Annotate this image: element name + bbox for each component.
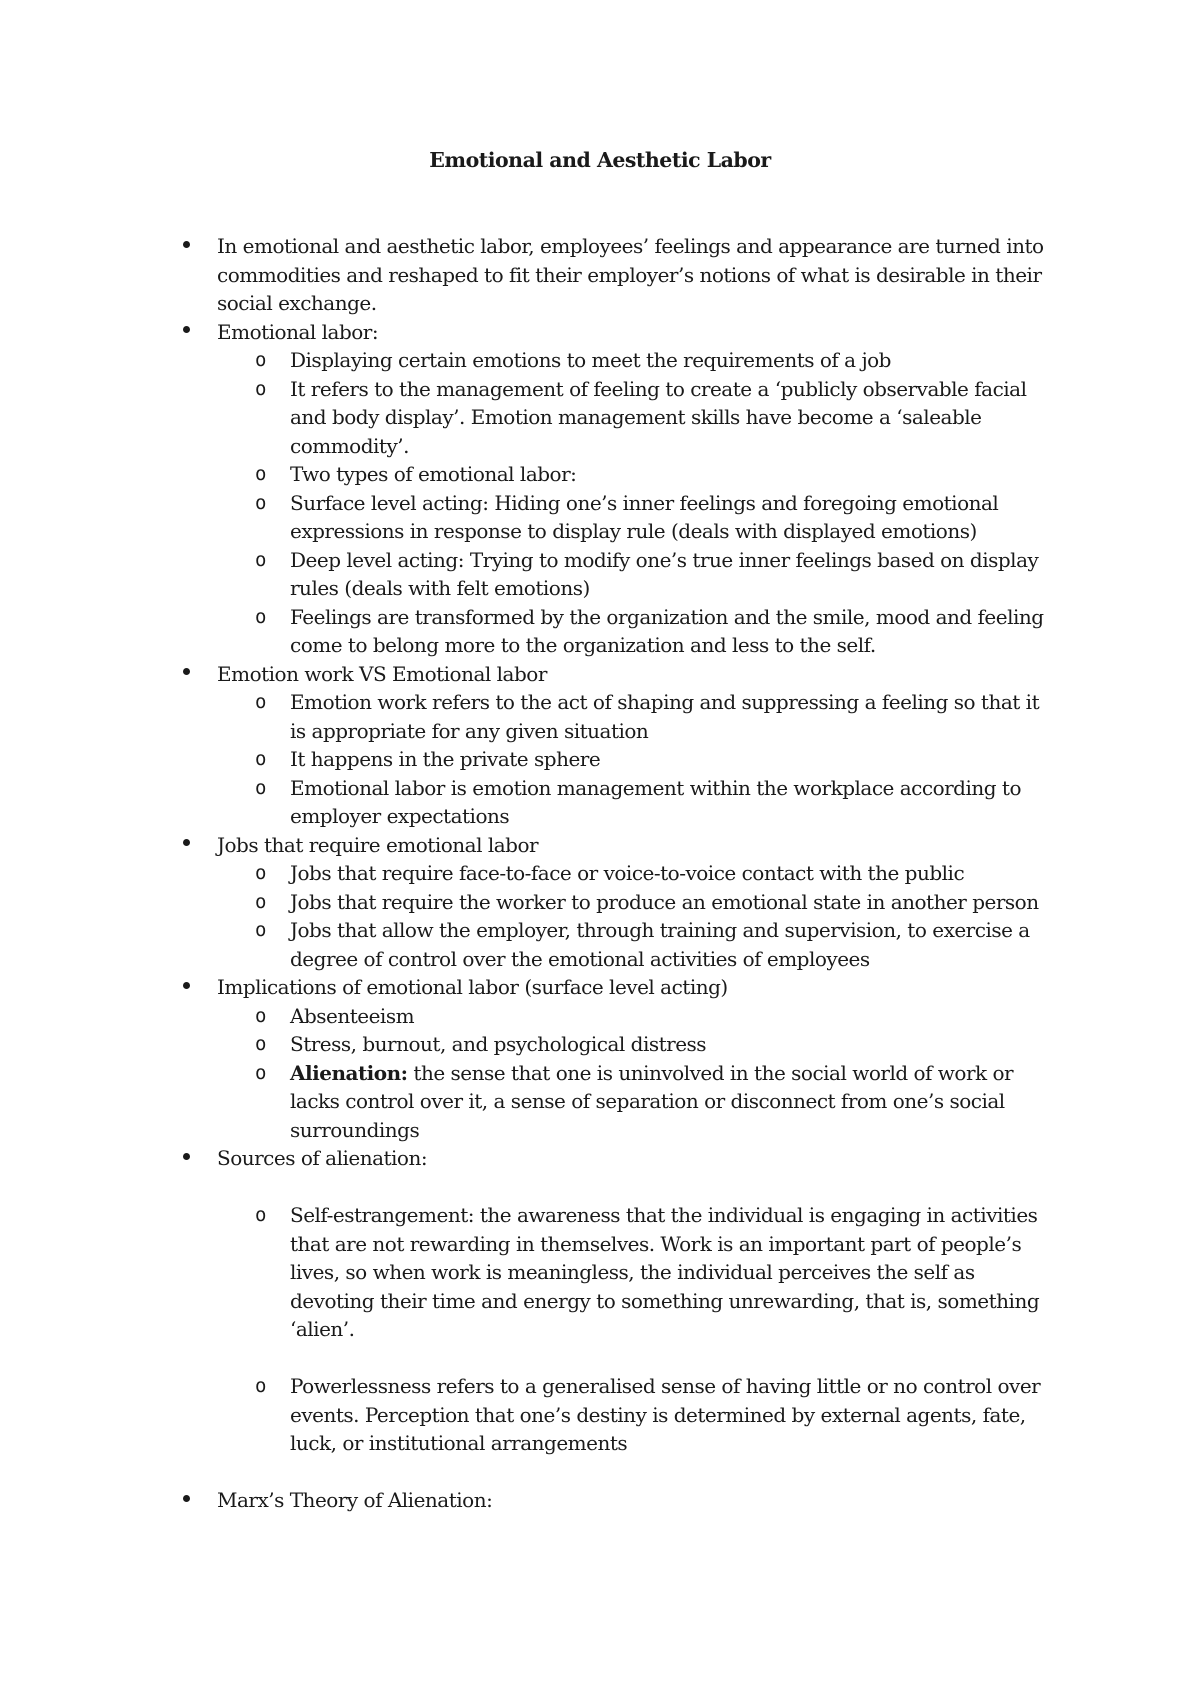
sub-list-item-text: Emotional labor is emotion management within the workplace according to employer expectations	[290, 775, 1021, 828]
bullet-list	[0, 232, 1200, 1515]
list-item	[0, 831, 1047, 860]
blank-line	[0, 1344, 1200, 1373]
sub-list-item-text: Absenteeism	[290, 1003, 415, 1028]
circle-bullet-icon: o	[255, 691, 266, 713]
sub-list-item-text: Feelings are transformed by the organization and the smile, mood and feeling come to belong more to the organization and less to the self.	[290, 604, 1044, 657]
sub-list-item	[0, 1002, 1052, 1031]
circle-bullet-icon: o	[255, 1004, 266, 1027]
sub-list-item	[0, 859, 1052, 888]
circle-bullet-icon: o	[255, 463, 266, 485]
sub-list-item-text: Deep level acting: Trying to modify one’s true inner feelings based on display rules (deals with felt emotions)	[290, 547, 1039, 600]
bullet-icon	[183, 1153, 190, 1160]
bullet-icon	[183, 668, 190, 675]
list-item-text: Sources of alienation:	[217, 1146, 428, 1170]
sub-list-item-text: Emotion work refers to the act of shaping and suppressing a feeling so that it is appropriate for any given situation	[290, 690, 1040, 743]
sub-list-item-text: It refers to the management of feeling to create a ‘publicly observable facial and body display’. Emotion management skills have become a ‘saleable commodity’.	[290, 376, 1027, 458]
blank-line	[0, 1173, 1200, 1202]
circle-bullet-icon: o	[255, 605, 266, 628]
circle-bullet-icon: o	[255, 748, 266, 770]
circle-bullet-icon: o	[255, 890, 266, 913]
list-item-text: Emotional labor:	[217, 319, 379, 344]
sub-list-item-text: Displaying certain emotions to meet the requirements of a job	[290, 348, 891, 372]
sub-list-item-text: Stress, burnout, and psychological distress	[290, 1032, 707, 1056]
list-item	[0, 318, 1047, 347]
sub-list-item	[0, 546, 1052, 603]
list-item	[0, 232, 1047, 318]
list-item-text: Jobs that require emotional labor	[217, 832, 539, 857]
sub-list-item-text: Surface level acting: Hiding one’s inner feelings and foregoing emotional expressions in response to display rule (deals with displayed emotions)	[290, 490, 999, 543]
circle-bullet-icon: o	[255, 1061, 266, 1084]
bullet-icon	[183, 982, 190, 989]
sub-list-item	[0, 916, 1052, 973]
alienation-term: Alienation:	[290, 1060, 408, 1085]
circle-bullet-icon: o	[255, 1033, 266, 1055]
list-item-text: Emotion work VS Emotional labor	[217, 661, 547, 686]
blank-line	[0, 1458, 1200, 1487]
circle-bullet-icon: o	[255, 1375, 266, 1397]
list-item	[0, 973, 1047, 1002]
alienation-definition: the sense that one is uninvolved in the social world of work or lacks control over it, a sense of separation or disconnect from one’s social surroundings	[290, 1060, 1014, 1142]
list-item	[0, 1144, 1047, 1173]
circle-bullet-icon: o	[255, 377, 266, 400]
sub-list-item	[0, 375, 1052, 461]
bullet-icon	[183, 839, 190, 846]
sub-list-item-text: Jobs that require the worker to produce an emotional state in another person	[290, 889, 1039, 914]
circle-bullet-icon: o	[255, 1204, 266, 1226]
bullet-icon	[183, 1495, 190, 1502]
sub-list-item-text: Powerlessness refers to a generalised sense of having little or no control over events. Perception that one’s destiny is determined by external agents, fate, luck, or institutional arrangements	[290, 1374, 1041, 1455]
sub-list-item	[0, 1059, 1052, 1145]
circle-bullet-icon: o	[255, 548, 266, 571]
list-item-text: Marx’s Theory of Alienation:	[217, 1488, 493, 1512]
sub-list-item	[0, 1030, 1052, 1059]
sub-list-item-text: Self-estrangement: the awareness that the individual is engaging in activities that are not rewarding in themselves. Work is an important part of people’s lives, so when work is meaningless, the individual perceives the self as devoting their time and energy to something unrewarding, that is, something ‘alien’.	[290, 1203, 1040, 1341]
circle-bullet-icon: o	[255, 776, 266, 799]
sub-list-item-text: Jobs that require face-to-face or voice-to-voice contact with the public	[290, 861, 965, 885]
list-item-text: Implications of emotional labor (surface level acting)	[217, 975, 728, 999]
circle-bullet-icon: o	[255, 862, 266, 884]
list-item-text: In emotional and aesthetic labor, employees’ feelings and appearance are turned into commodities and reshaped to fit their employer’s notions of what is desirable in their social exchange.	[217, 234, 1044, 315]
sub-list-item	[0, 489, 1052, 546]
bullet-icon	[183, 326, 190, 333]
sub-list-item	[0, 603, 1052, 660]
sub-list-item	[0, 346, 1052, 375]
sub-list-item-text: Two types of emotional labor:	[290, 462, 577, 486]
sub-list-item	[0, 460, 1052, 489]
document-title: Emotional and Aesthetic Labor	[429, 148, 771, 172]
circle-bullet-icon: o	[255, 491, 266, 514]
sub-list-item	[0, 1201, 1052, 1344]
sub-list-item-text: It happens in the private sphere	[290, 747, 601, 771]
circle-bullet-icon: o	[255, 349, 266, 371]
sub-list-item	[0, 774, 1052, 831]
bullet-icon	[183, 241, 190, 248]
sub-list-item-text: Jobs that allow the employer, through training and supervision, to exercise a degree of control over the emotional activities of employees	[290, 918, 1030, 971]
list-item	[0, 660, 1047, 689]
list-item	[0, 1486, 1047, 1515]
sub-list-item	[0, 688, 1052, 745]
circle-bullet-icon: o	[255, 919, 266, 941]
sub-list-item	[0, 1372, 1052, 1458]
sub-list-item	[0, 888, 1052, 917]
sub-list-item	[0, 745, 1052, 774]
